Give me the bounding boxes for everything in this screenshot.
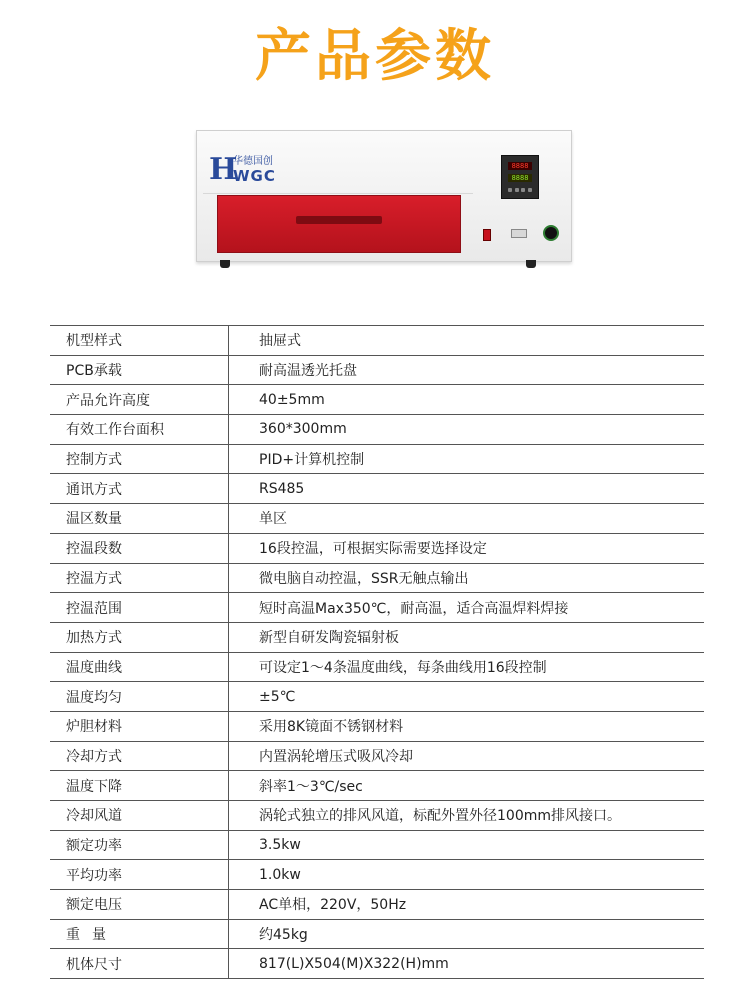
start-button-icon <box>543 225 559 241</box>
spec-value: RS485 <box>229 474 705 504</box>
spec-value: 40±5mm <box>229 385 705 415</box>
spec-value: 耐高温透光托盘 <box>229 355 705 385</box>
spec-row <box>50 949 704 979</box>
spec-value: 可设定1～4条温度曲线，每条曲线用16段控制 <box>229 652 705 682</box>
spec-label: 炉胆材料 <box>50 711 229 741</box>
spec-value: 3.5kw <box>229 830 705 860</box>
spec-label: 平均功率 <box>50 860 229 890</box>
spec-row <box>50 563 704 593</box>
usb-port-icon <box>511 229 527 238</box>
spec-row <box>50 860 704 890</box>
spec-label: 额定功率 <box>50 830 229 860</box>
spec-label: 有效工作台面积 <box>50 415 229 445</box>
spec-row <box>50 830 704 860</box>
spec-label: 控温范围 <box>50 593 229 623</box>
spec-row <box>50 415 704 445</box>
spec-value: ±5℃ <box>229 682 705 712</box>
logo-chinese-text: 华德国创 <box>233 156 273 167</box>
spec-value: 817(L)X504(M)X322(H)mm <box>229 949 705 979</box>
spec-row <box>50 622 704 652</box>
machine-foot <box>526 260 536 268</box>
spec-value: AC单相，220V，50Hz <box>229 890 705 920</box>
spec-row <box>50 741 704 771</box>
spec-value: 涡轮式独立的排风风道，标配外置外径100mm排风接口。 <box>229 801 705 831</box>
spec-label: 机体尺寸 <box>50 949 229 979</box>
spec-label: 产品允许高度 <box>50 385 229 415</box>
spec-value: PID+计算机控制 <box>229 444 705 474</box>
spec-value: 采用8K镜面不锈钢材料 <box>229 711 705 741</box>
spec-row <box>50 504 704 534</box>
spec-value: 360*300mm <box>229 415 705 445</box>
spec-label: 温度均匀 <box>50 682 229 712</box>
spec-row <box>50 711 704 741</box>
spec-label: 控制方式 <box>50 444 229 474</box>
spec-row <box>50 682 704 712</box>
spec-value: 斜率1～3℃/sec <box>229 771 705 801</box>
spec-value: 短时高温Max350℃，耐高温，适合高温焊料焊接 <box>229 593 705 623</box>
spec-value: 单区 <box>229 504 705 534</box>
controller-display-bottom: 8888 <box>508 174 532 182</box>
spec-value: 微电脑自动控温，SSR无触点输出 <box>229 563 705 593</box>
spec-value: 约45kg <box>229 919 705 949</box>
spec-row <box>50 474 704 504</box>
spec-label: 温度曲线 <box>50 652 229 682</box>
spec-label: 温度下降 <box>50 771 229 801</box>
spec-row <box>50 890 704 920</box>
power-switch-icon <box>483 229 491 241</box>
drawer-handle <box>296 216 382 224</box>
temperature-controller <box>501 155 539 199</box>
page-title: 产品参数 <box>255 24 495 89</box>
product-image <box>196 130 576 270</box>
spec-row <box>50 652 704 682</box>
spec-label: 冷却方式 <box>50 741 229 771</box>
machine-foot <box>220 260 230 268</box>
spec-label: 通讯方式 <box>50 474 229 504</box>
spec-row <box>50 385 704 415</box>
logo-english-text: WGC <box>233 167 276 185</box>
spec-value: 新型自研发陶瓷辐射板 <box>229 622 705 652</box>
spec-label: 控温方式 <box>50 563 229 593</box>
spec-label: 加热方式 <box>50 622 229 652</box>
spec-label: 冷却风道 <box>50 801 229 831</box>
spec-row <box>50 919 704 949</box>
spec-row <box>50 771 704 801</box>
control-panel <box>477 137 567 255</box>
controller-display-top: 8888 <box>508 162 532 170</box>
spec-row <box>50 533 704 563</box>
spec-row <box>50 355 704 385</box>
spec-label: 重量 <box>50 919 229 949</box>
spec-label: 额定电压 <box>50 890 229 920</box>
spec-label: 机型样式 <box>50 326 229 356</box>
machine-body <box>196 130 572 262</box>
spec-row <box>50 444 704 474</box>
spec-table <box>50 325 704 979</box>
spec-value: 内置涡轮增压式吸风冷却 <box>229 741 705 771</box>
brand-logo <box>209 151 279 191</box>
spec-label: 控温段数 <box>50 533 229 563</box>
spec-value: 1.0kw <box>229 860 705 890</box>
controller-keys <box>508 188 532 193</box>
logo-mark: H <box>209 152 238 187</box>
spec-value: 抽屉式 <box>229 326 705 356</box>
spec-label: PCB承载 <box>50 355 229 385</box>
spec-row <box>50 801 704 831</box>
red-drawer <box>217 195 461 253</box>
spec-value: 16段控温，可根据实际需要选择设定 <box>229 533 705 563</box>
spec-row <box>50 326 704 356</box>
spec-label: 温区数量 <box>50 504 229 534</box>
spec-row <box>50 593 704 623</box>
